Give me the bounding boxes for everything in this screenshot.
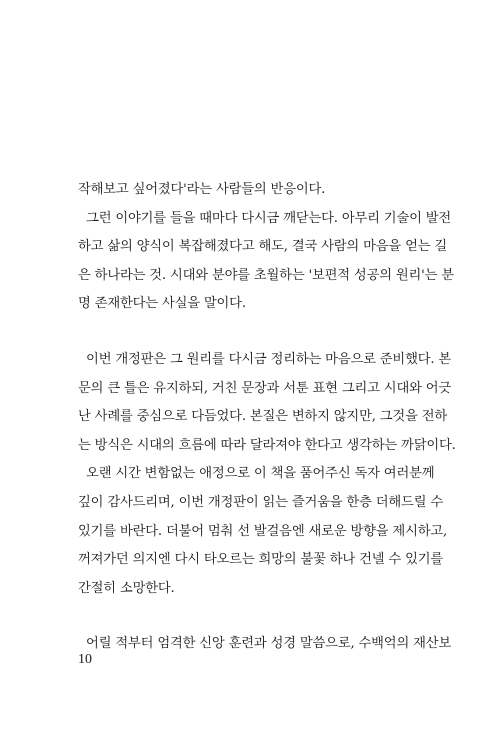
text-line: 하고 삶의 양식이 복잡해졌다고 해도, 결국 사람의 마음을 얻는 길	[78, 239, 448, 255]
text-line: 이번 개정판은 그 원리를 다시금 정리하는 마음으로 준비했다. 본	[78, 351, 452, 367]
text-line: 는 방식은 시대의 흐름에 따라 달라져야 한다고 생각하는 까닭이다.	[78, 437, 456, 453]
paragraph-gap	[78, 319, 414, 346]
text-line: 작해보고 싶어졌다'라는 사람들의 반응이다.	[78, 182, 326, 197]
page-number: 10	[78, 652, 92, 667]
text-line: 문의 큰 틀은 유지하되, 거친 문장과 서툰 표현 그리고 시대와 어긋	[78, 380, 452, 396]
text-line: 꺼져가던 의지엔 다시 타오르는 희망의 불꽃 하나 건넬 수 있기를	[78, 552, 444, 568]
text-line: 난 사례를 중심으로 다듬었다. 본질은 변하지 않지만, 그것을 전하	[78, 409, 448, 425]
text-line: 어릴 적부터 엄격한 신앙 훈련과 성경 말씀으로, 수백억의 재산보	[78, 636, 452, 652]
text-line: 깊이 감사드리며, 이번 개정판이 읽는 즐거움을 한층 더해드릴 수	[78, 494, 444, 510]
text-line: 은 하나라는 것. 시대와 분야를 초월하는 '보편적 성공의 원리'는 분	[78, 267, 454, 283]
text-line: 오랜 시간 변함없는 애정으로 이 책을 품어주신 독자 여러분께	[78, 466, 435, 482]
paragraph-gap	[78, 603, 414, 630]
text-line: 있기를 바란다. 더불어 멈춰 선 발걸음엔 새로운 방향을 제시하고,	[78, 523, 448, 539]
text-line: 명 존재한다는 사실을 말이다.	[78, 296, 246, 312]
body-text	[78, 176, 456, 659]
text-line: 그런 이야기를 들을 때마다 다시금 깨닫는다. 아무리 기술이 발전	[78, 210, 452, 226]
text-line: 간절히 소망한다.	[78, 580, 175, 596]
